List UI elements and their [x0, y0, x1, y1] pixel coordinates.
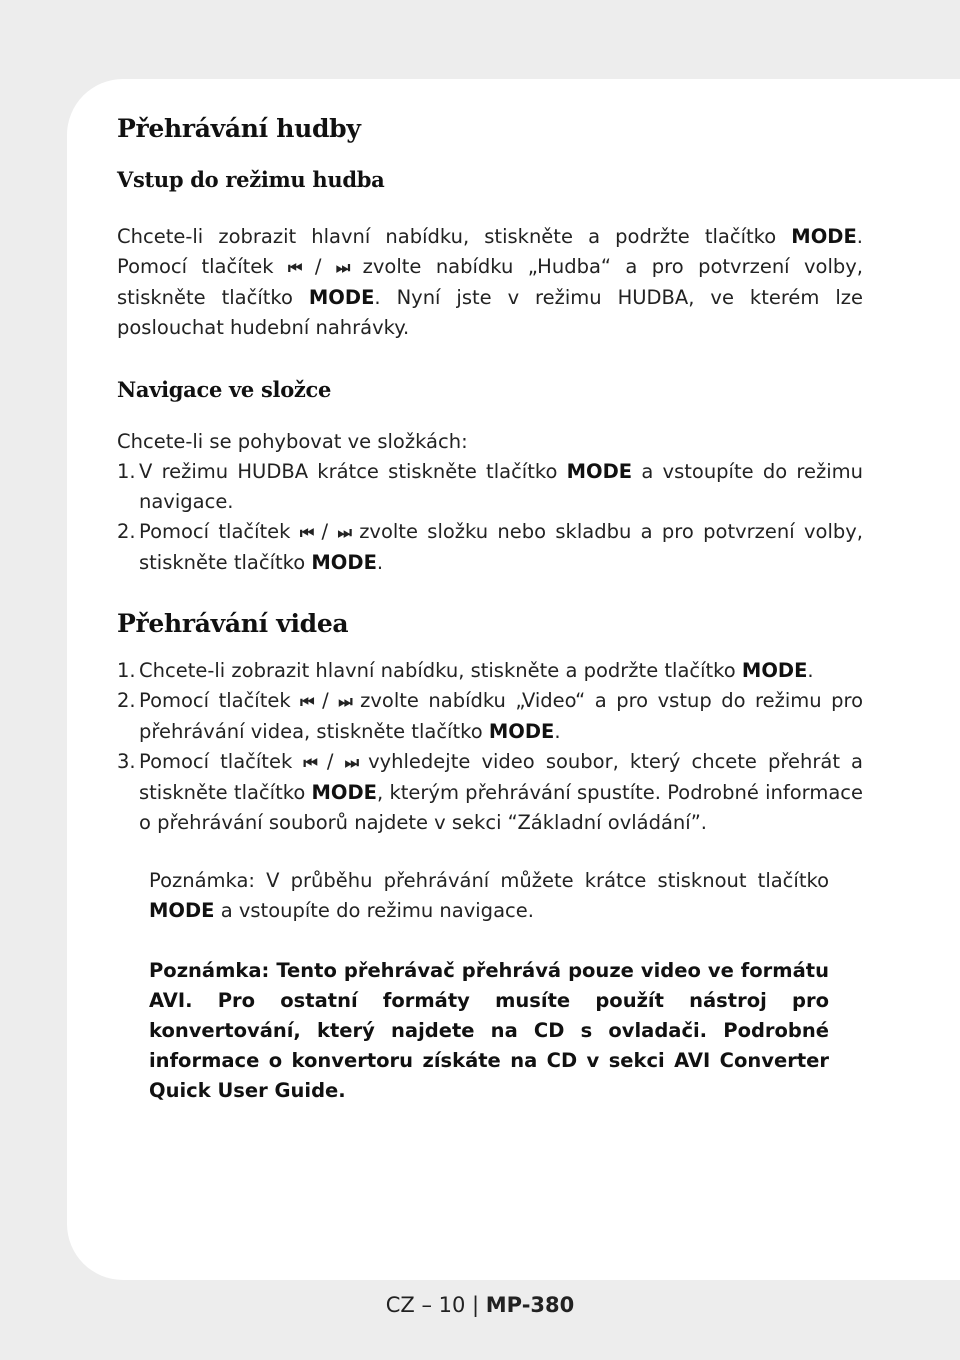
music-title: Přehrávání hudby — [117, 114, 361, 143]
note-navigation: Poznámka: V průběhu přehrávání můžete krátce stisknout tlačítko MODE a vstoupíte do režimu navigace. — [149, 869, 829, 922]
page-number: CZ – 10 | — [385, 1293, 480, 1317]
enter-music-heading: Vstup do režimu hudba — [117, 167, 385, 192]
next-icon: ⏭ — [335, 258, 349, 277]
model-name: MP-380 — [485, 1293, 575, 1317]
list-item: 1. V režimu HUDBA krátce stiskněte tlačítko MODE a vstoupíte do režimu navigace. — [117, 460, 863, 513]
next-icon: ⏭ — [344, 753, 357, 772]
navigation-steps — [117, 457, 863, 578]
note-avi-format: Poznámka: Tento přehrávač přehrává pouze video ve formátu AVI. Pro ostatní formáty musíte použít nástroj pro konvertování, který najdete na CD s ovladači. Podrobné informace o konvertoru získáte na CD v sekci AVI Converter Quick User Guide. — [149, 959, 829, 1102]
prev-icon: ⏮ — [300, 692, 313, 711]
enter-music-paragraph: Chcete-li zobrazit hlavní nabídku, stiskněte a podržte tlačítko MODE. Pomocí tlačítek ⏮ / ⏭ zvolte nabídku „Hudba“ a pro potvrzení volby, stiskněte tlačítko MODE. Nyní jste v režimu HUDBA, ve kterém lze poslouchat hudební nahrávky. — [117, 225, 864, 339]
video-title: Přehrávání videa — [117, 609, 349, 638]
page-footer — [0, 1293, 960, 1317]
list-item: 3. Pomocí tlačítek ⏮ / ⏭ vyhledejte video soubor, který chcete přehrát a stiskněte tlačítko MODE, kterým přehrávání spustíte. Podrobné informace o přehrávání souborů najdete v sekci “Základní ovládání”. — [117, 750, 864, 834]
list-item: 1. Chcete-li zobrazit hlavní nabídku, stiskněte a podržte tlačítko MODE. — [117, 659, 814, 682]
list-item: 2. Pomocí tlačítek ⏮ / ⏭ zvolte složku nebo skladbu a pro potvrzení volby, stiskněte tlačítko MODE. — [117, 520, 863, 574]
video-steps — [117, 656, 863, 838]
navigation-heading: Navigace ve složce — [117, 377, 332, 402]
prev-icon: ⏮ — [303, 753, 316, 772]
list-item: 2. Pomocí tlačítek ⏮ / ⏭ zvolte nabídku „Video“ a pro vstup do režimu pro přehrávání videa, stiskněte tlačítko MODE. — [117, 689, 864, 743]
navigation-intro: Chcete-li se pohybovat ve složkách: — [117, 430, 468, 453]
prev-icon: ⏮ — [299, 523, 313, 542]
next-icon: ⏭ — [337, 523, 350, 542]
next-icon: ⏭ — [338, 692, 351, 711]
prev-icon: ⏮ — [287, 258, 301, 277]
manual-content — [117, 111, 863, 1106]
